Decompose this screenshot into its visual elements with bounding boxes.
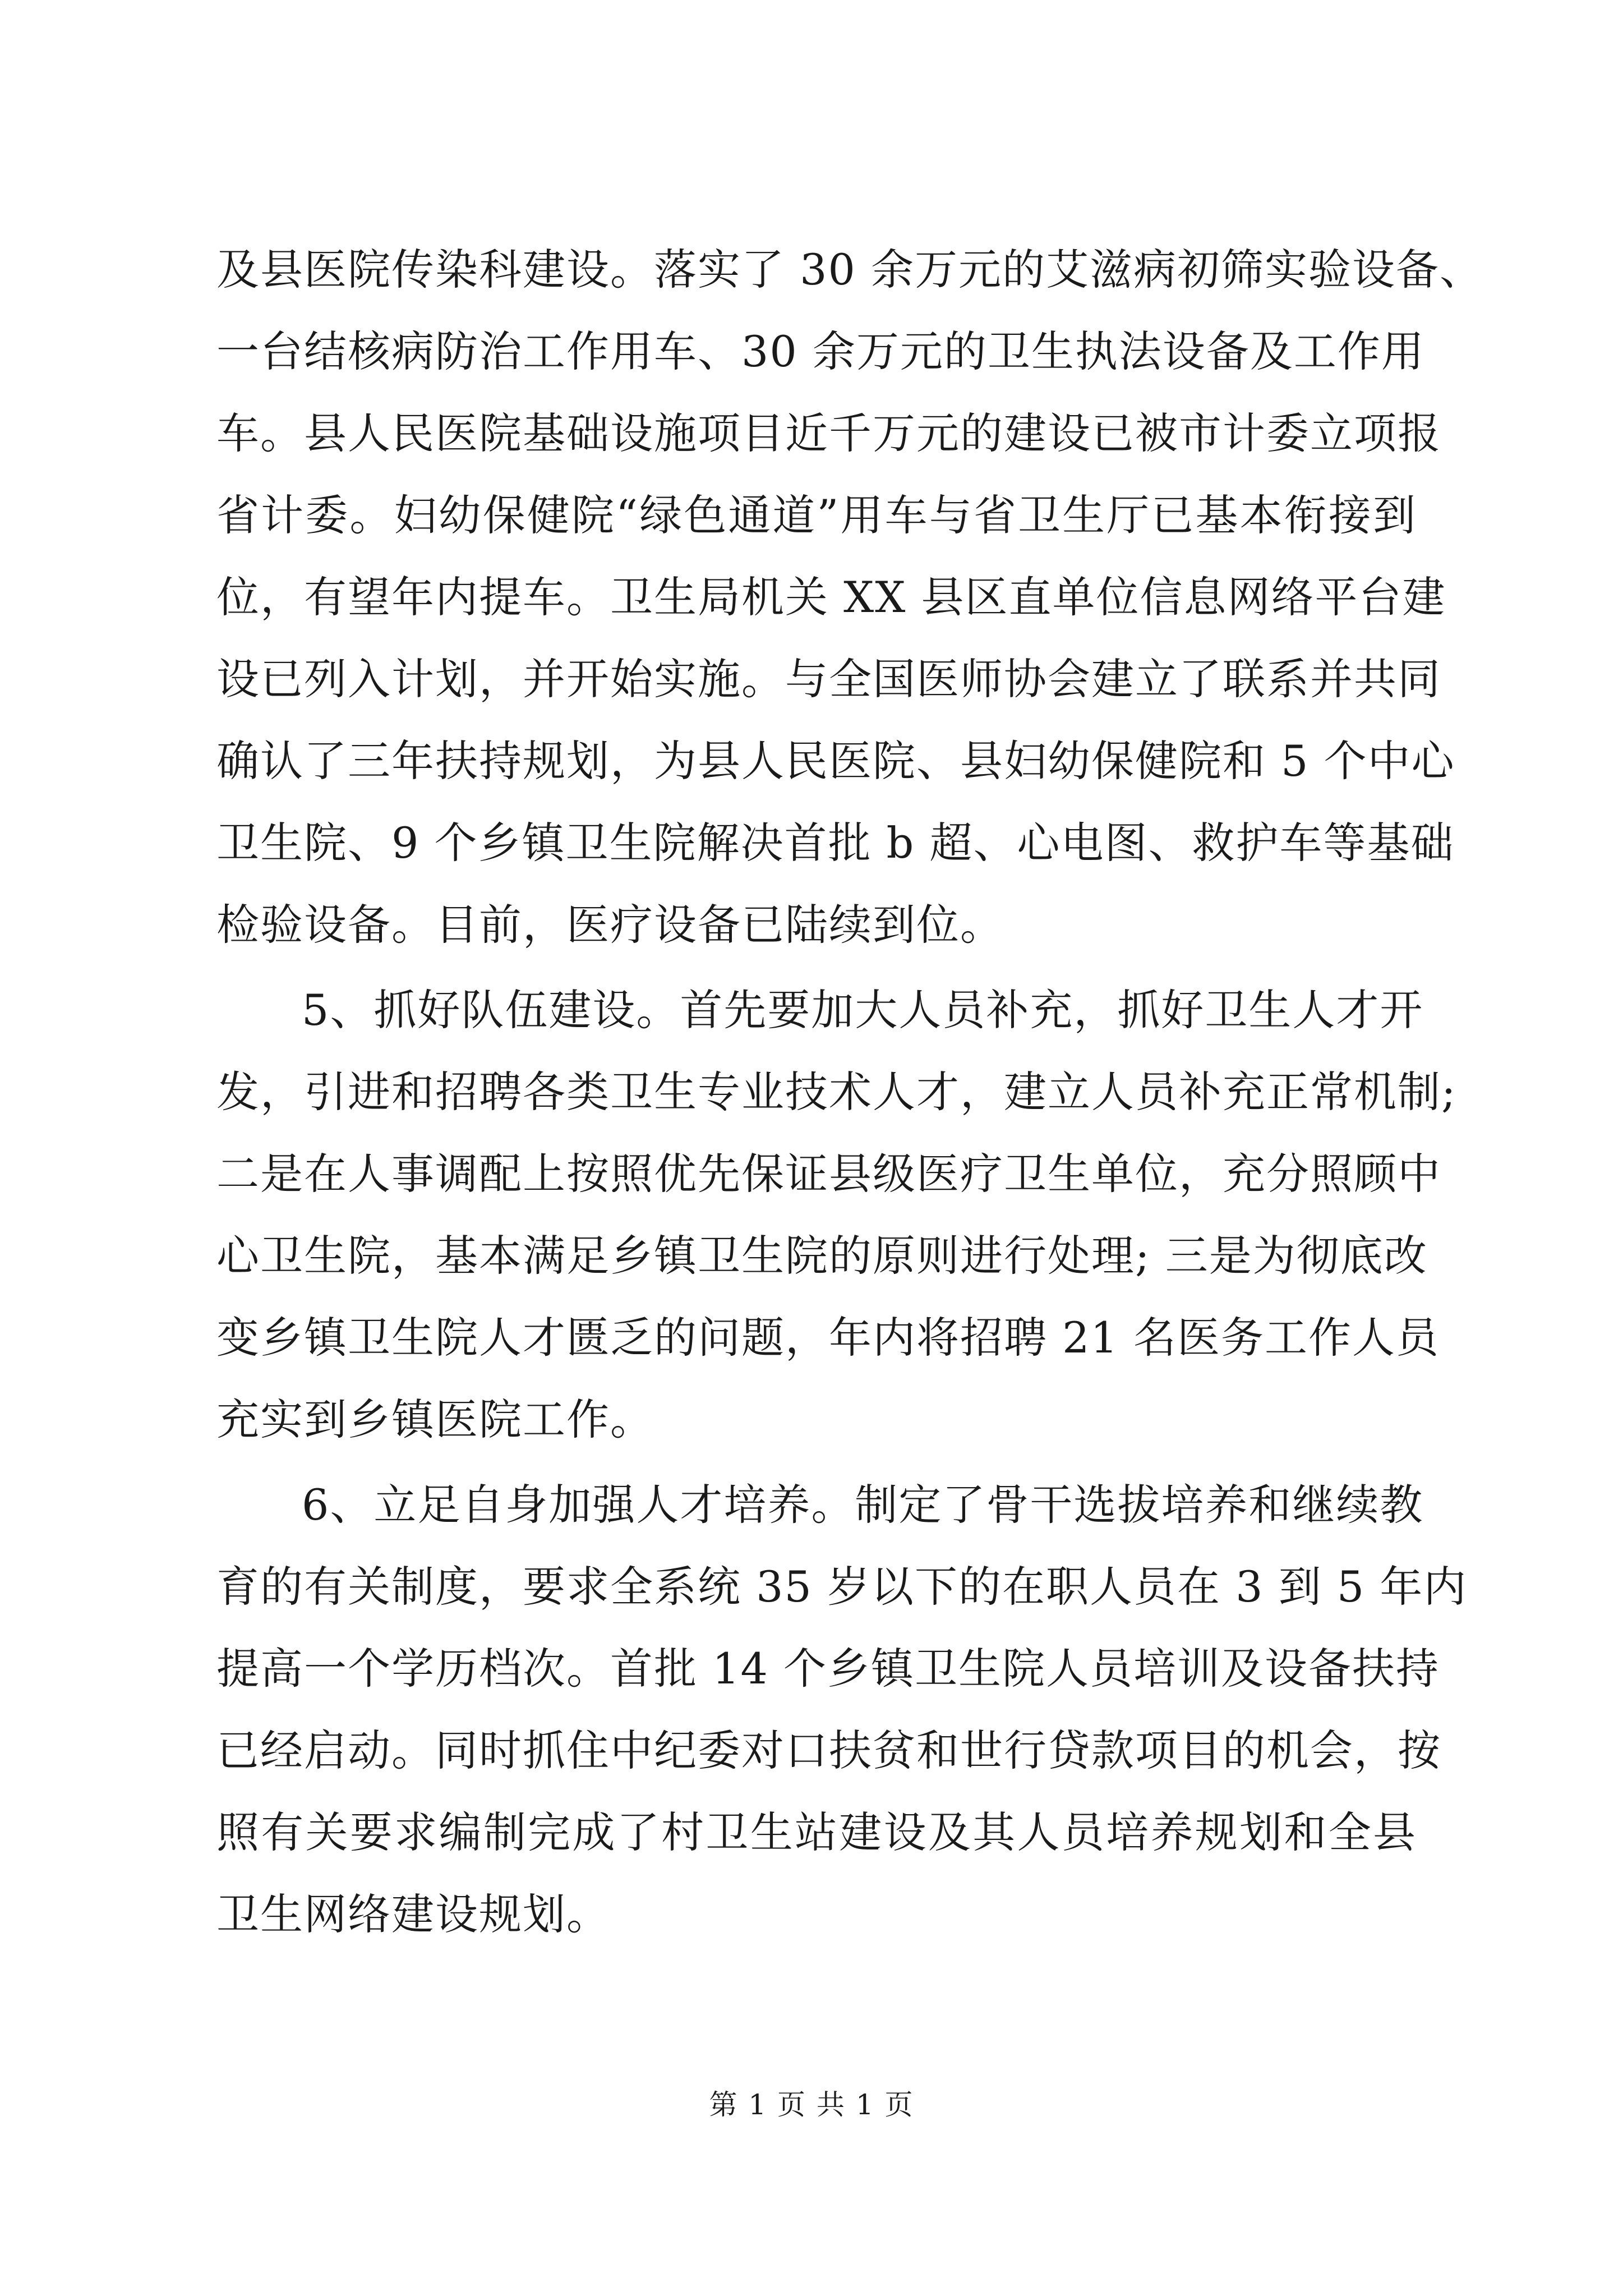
text-line: 省计委。妇幼保健院“绿色通道”用车与省卫生厅已基本衔接到	[216, 490, 1417, 540]
paragraph-facilities	[216, 229, 1484, 966]
text-line: 充实到乡镇医院工作。	[216, 1395, 654, 1444]
text-line: 6、立足自身加强人才培养。制定了骨干选拔培养和继续教	[302, 1480, 1424, 1530]
text-line: 育的有关制度，要求全系统 35 岁以下的在职人员在 3 到 5 年内	[216, 1562, 1468, 1612]
text-line: 一台结核病防治工作用车、30 余万元的卫生执法设备及工作用	[216, 326, 1425, 376]
text-line: 照有关要求编制完成了村卫生站建设及其人员培养规划和全县	[216, 1807, 1417, 1857]
page-footer	[0, 2088, 1623, 2122]
page-number-label: 第 1 页 共 1 页	[709, 2088, 914, 2121]
text-line: 车。县人民医院基础设施项目近千万元的建设已被市计委立项报	[216, 408, 1441, 458]
text-line: 卫生网络建设规划。	[216, 1889, 610, 1939]
paragraph-team-building	[216, 969, 1457, 1461]
text-line: 检验设备。目前，医疗设备已陆续到位。	[216, 900, 1004, 950]
text-line: 卫生院、9 个乡镇卫生院解决首批 b 超、心电图、救护车等基础	[216, 818, 1455, 868]
text-line: 5、抓好队伍建设。首先要加大人员补充，抓好卫生人才开	[302, 985, 1424, 1035]
paragraph-talent-training	[216, 1464, 1468, 1955]
text-line: 提高一个学历档次。首批 14 个乡镇卫生院人员培训及设备扶持	[216, 1644, 1440, 1694]
text-line: 心卫生院，基本满足乡镇卫生院的原则进行处理; 三是为彻底改	[216, 1231, 1428, 1281]
text-line: 位，有望年内提车。卫生局机关 XX 县区直单位信息网络平台建	[216, 572, 1446, 622]
text-line: 设已列入计划，并开始实施。与全国医师协会建立了联系并共同	[216, 654, 1441, 704]
text-line: 二是在人事调配上按照优先保证县级医疗卫生单位，充分照顾中	[216, 1149, 1441, 1199]
text-line: 已经启动。同时抓住中纪委对口扶贫和世行贷款项目的机会，按	[216, 1726, 1441, 1775]
text-line: 确认了三年扶持规划，为县人民医院、县妇幼保健院和 5 个中心	[216, 736, 1455, 786]
text-line: 发，引进和招聘各类卫生专业技术人才，建立人员补充正常机制;	[216, 1067, 1457, 1117]
text-line: 变乡镇卫生院人才匮乏的问题，年内将招聘 21 名医务工作人员	[216, 1313, 1440, 1363]
document-body	[216, 229, 1484, 1955]
text-line: 及县医院传染科建设。落实了 30 余万元的艾滋病初筛实验设备、	[216, 245, 1484, 295]
